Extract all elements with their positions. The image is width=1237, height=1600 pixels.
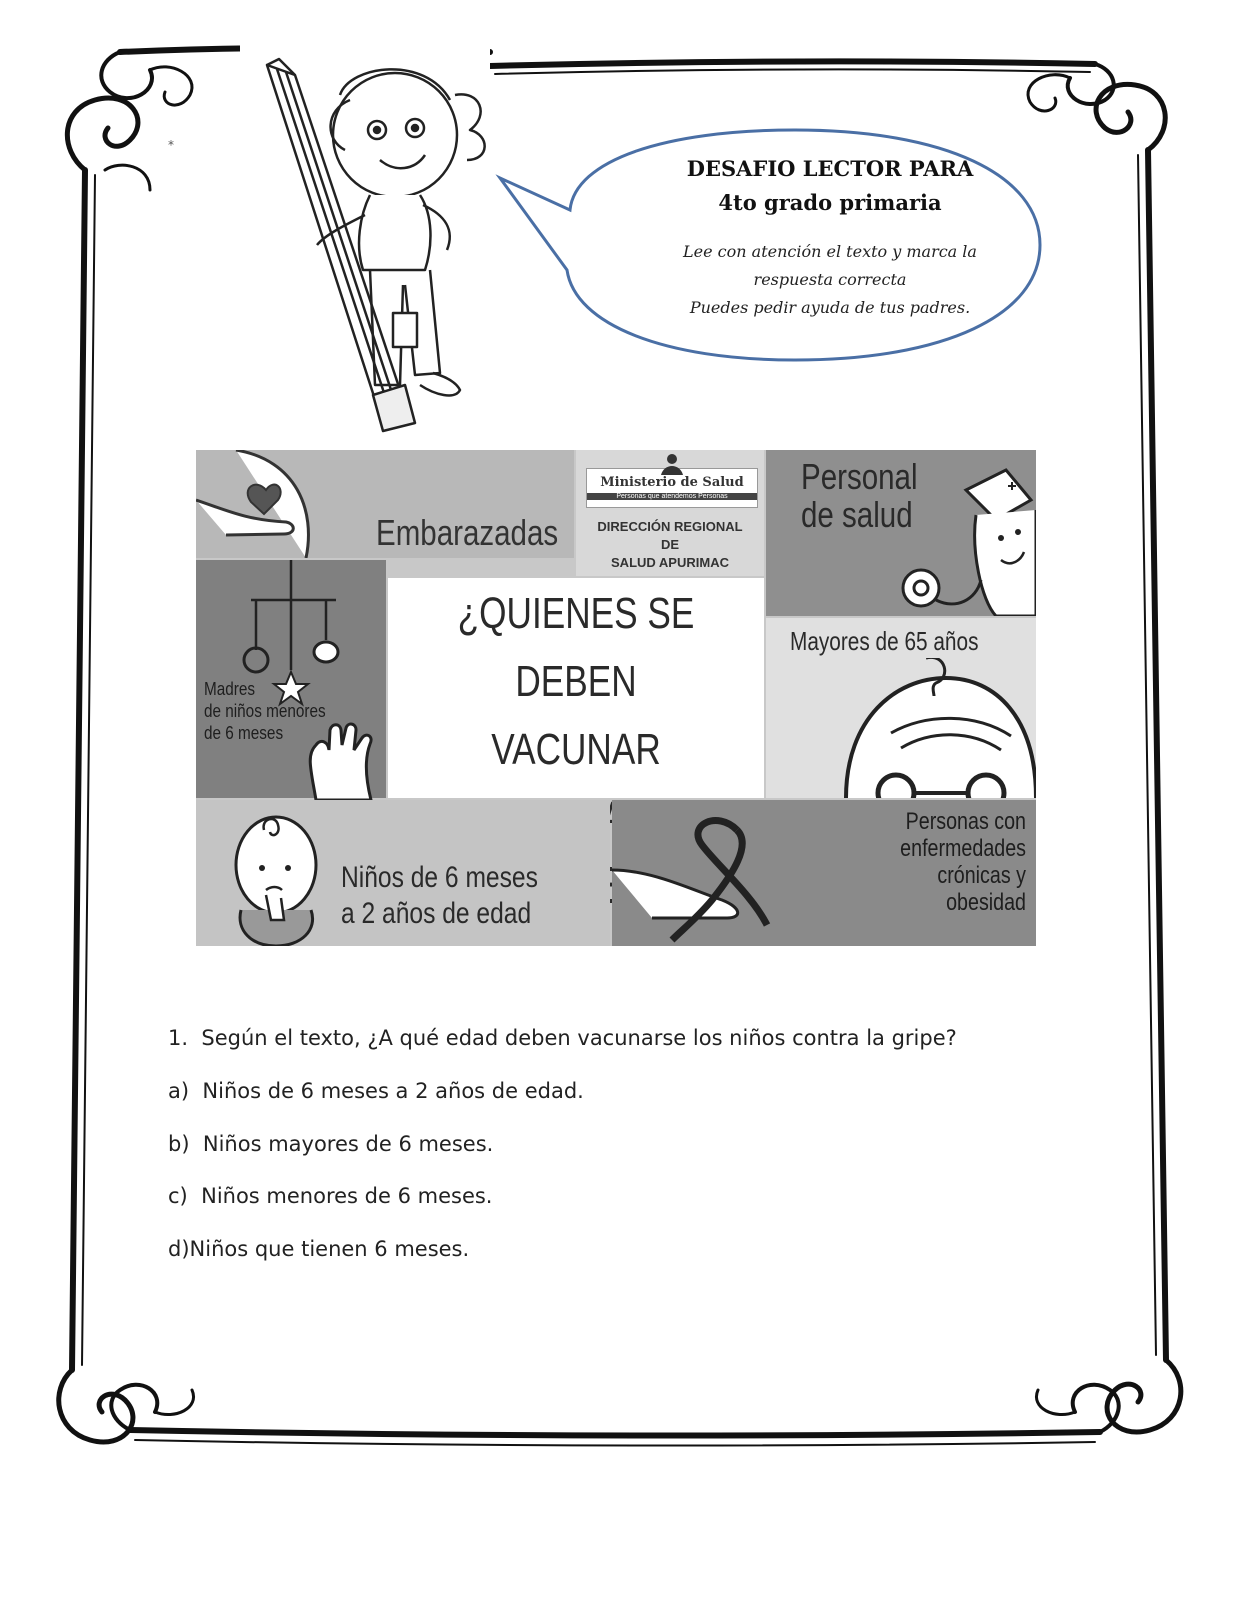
cronicas-line3: obesidad: [946, 889, 1026, 916]
ministerio-logo: [586, 468, 758, 508]
option-letter: c): [168, 1184, 188, 1208]
option-letter: b): [168, 1132, 190, 1156]
ministerio-person-icon: [659, 453, 685, 475]
bubble-title: [630, 152, 1030, 220]
option-a[interactable]: [168, 1079, 584, 1103]
ministerio-name: Ministerio de Salud: [600, 475, 744, 490]
tile-ninos: [196, 800, 610, 946]
girl-with-pencil-illustration: [255, 55, 505, 435]
personal-line1: Personal: [801, 456, 918, 497]
tile-personal-de-salud: [766, 450, 1036, 616]
tile-enfermedades-cronicas: [612, 800, 1036, 946]
option-text: Niños mayores de 6 meses.: [202, 1132, 494, 1156]
instruction-line1: Lee con atención el texto y marca la: [683, 242, 977, 261]
flu-vaccine-infographic: [196, 450, 1036, 946]
baby-icon: [226, 810, 326, 946]
option-text: Niños menores de 6 meses.: [201, 1184, 493, 1208]
tile-central-question: [388, 578, 764, 798]
cronicas-line1: Personas con enfermedades: [900, 808, 1026, 862]
option-text: Niños de 6 meses a 2 años de edad.: [202, 1079, 584, 1103]
question-line1: ¿QUIENES SE DEBEN: [457, 589, 695, 706]
cronicas-line2: crónicas y: [937, 862, 1026, 889]
direccion-line3: SALUD APURIMAC: [611, 555, 729, 570]
pregnant-heart-icon: [196, 450, 326, 558]
option-b[interactable]: [168, 1132, 493, 1156]
label-embarazadas: Embarazadas: [376, 512, 559, 553]
asterisk-mark: *: [168, 138, 174, 152]
instruction-line2: respuesta correcta: [753, 270, 907, 289]
option-c[interactable]: [168, 1184, 492, 1208]
option-letter: d): [168, 1237, 190, 1261]
tile-ministerio: [576, 450, 764, 576]
direccion-regional: [576, 518, 764, 572]
ministerio-tagline: Personas que atendemos Personas: [587, 493, 757, 500]
tile-madres: [196, 560, 386, 798]
option-letter: a): [168, 1079, 190, 1103]
direccion-line2: DE: [660, 537, 680, 552]
ninos-line2: a 2 años de edad: [341, 897, 532, 930]
label-mayores-65: Mayores de 65 años: [790, 626, 979, 656]
question-text: Según el texto, ¿A qué edad deben vacunarse los niños contra la gripe?: [201, 1026, 957, 1050]
tile-mayores-65: [766, 618, 1036, 798]
label-enfermedades-cronicas: [746, 808, 1026, 916]
madres-line3: de 6 meses: [204, 723, 284, 743]
option-d[interactable]: [168, 1237, 469, 1261]
bubble-title-line1: DESAFIO LECTOR PARA: [686, 156, 974, 181]
tile-embarazadas: [196, 450, 574, 558]
madres-line1: Madres: [204, 679, 256, 699]
question-line2: VACUNAR: [491, 725, 661, 774]
personal-line2: de salud: [801, 494, 913, 535]
instruction-line3: Puedes pedir ayuda de tus padres.: [689, 298, 971, 317]
elderly-face-icon: [836, 658, 1036, 798]
doctor-icon: [896, 460, 1036, 616]
question-1: [168, 1026, 957, 1050]
ninos-line1: Niños de 6 meses: [341, 861, 538, 894]
madres-line2: de niños menores: [204, 701, 326, 721]
bubble-instructions: [640, 238, 1020, 322]
direccion-line1: DIRECCIÓN REGIONAL: [597, 519, 743, 534]
label-ninos: [341, 860, 538, 932]
baby-hand-icon: [296, 720, 386, 800]
option-text: Niños que tienen 6 meses.: [189, 1237, 470, 1261]
question-number: 1.: [168, 1026, 189, 1050]
bubble-title-line2: 4to grado primaria: [718, 190, 942, 215]
